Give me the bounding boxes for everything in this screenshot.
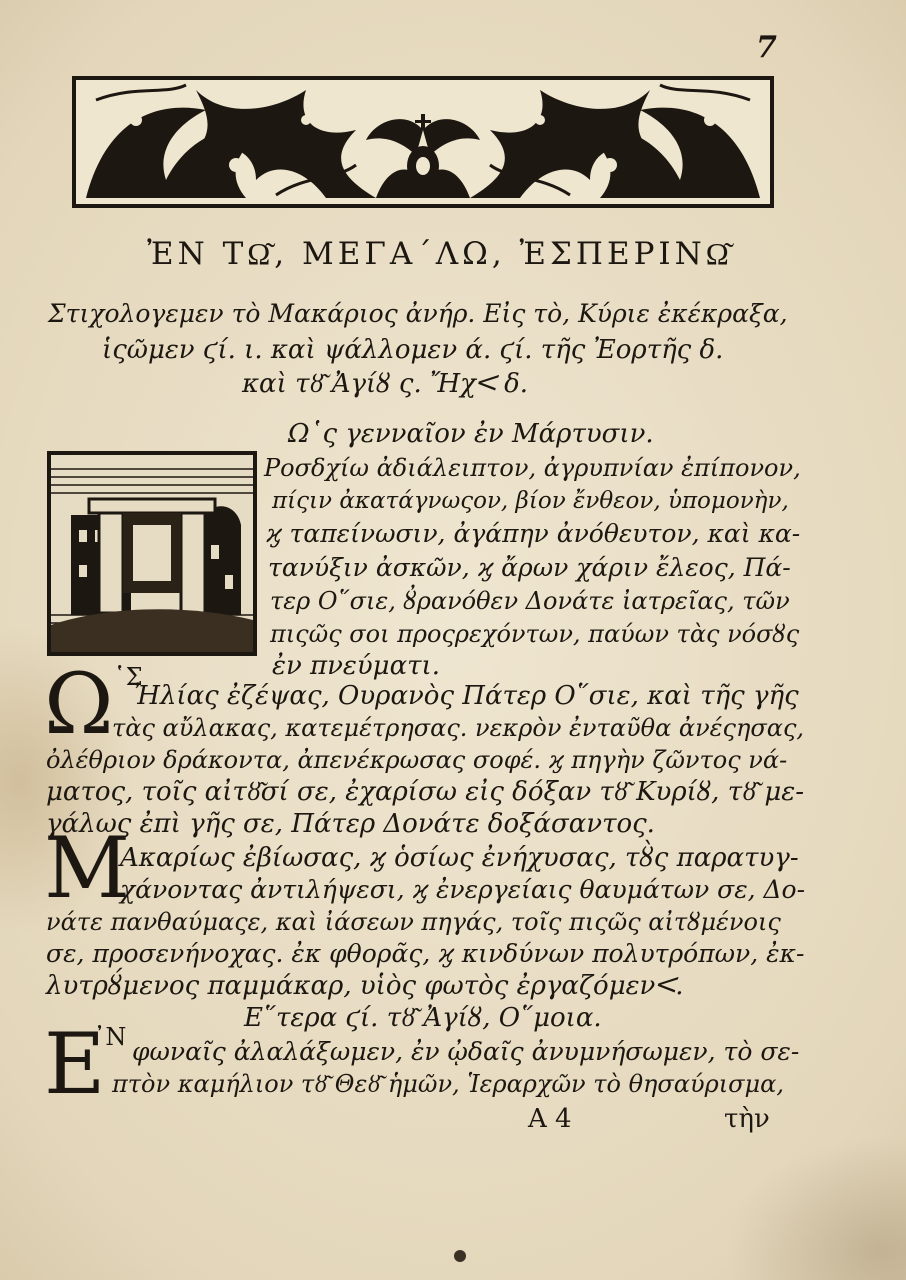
intro-line-2: ἱςῶμεν ϛί. ι. καὶ ψάλλομεν ά. ϛί. τῆς Ἐορτῆς δ. [102, 335, 724, 365]
intro-line-1: Στιχολογεμεν τὸ Μακάριος ἀνήρ. Εἰς τὸ, Κύριε ἐκέκραξα, [48, 299, 788, 328]
stanza1-line-7: ἐν πνεύματι. [272, 651, 440, 681]
stanza2-line-3: ὀλέθριον δράκοντα, ἀπενέκρωσας σοφέ. ϗ πηγὴν ζῶντος νά- [46, 746, 788, 774]
dropcap-omega-letter: Ω [44, 655, 114, 753]
stanza4-line-2: πτὸν καμήλιον τȣ͂ Θεȣ͂ ἡμῶν, Ἱεραρχῶν τὸ θησαύρισμα, [112, 1070, 784, 1098]
stanza1-line-4: τανύξιν ἀσκῶν, ϗ ἄρων χάριν ἔλεος, Πά- [268, 553, 791, 582]
subheading-tone: Ω῾ς γενναῖον ἐν Μάρτυσιν. [288, 419, 654, 449]
dropcap-epsilon-suffix: ̓Ν [105, 1023, 127, 1051]
dropcap-epsilon-letter: Ε [44, 1015, 106, 1113]
page-number: 7 [756, 30, 777, 65]
show-through-text [250, 6, 710, 36]
stanza2-line-4: ματος, τοῖς αἰτȣ͂σί σε, ἐχαρίσω εἰς δόξαν τȣ͂ Κυρίȣ, τȣ͂ με- [46, 777, 805, 807]
intro-line-3: καὶ τȣ͂ Ἀγίȣ ς. Ἤχ𝈶 δ. [242, 369, 528, 399]
dropcap-mu: Μ [44, 819, 131, 917]
stanza1-line-3: ϗ ταπείνωσιν, ἀγάπην ἀνόθευτον, καὶ κα- [266, 519, 801, 548]
stanza3-line-1: Ακαρίως ἐβίωσας, ϗ ὁσίως ἐνήχυσας, τȣ̀ς παρατυγ- [120, 843, 799, 873]
ornamental-headpiece [72, 76, 774, 208]
stanza4-line-1: φωναῖς ἀλαλάξωμεν, ἐν ᾠδαῖς ἀνυμνήσωμεν, τὸ σε- [132, 1037, 800, 1066]
catchword: τὴν [724, 1104, 770, 1134]
woodcut-initial-p-icon [47, 451, 257, 656]
stanza2-line-2: τὰς αὔλακας, κατεμέτρησας. νεκρὸν ἐνταῦθα ἀνέςησας, [112, 714, 805, 742]
stanza1-line-2: πίςιν ἀκατάγνωςον, βίον ἔνθεον, ὑπομονὴν, [272, 488, 789, 514]
signature-mark: Α 4 [528, 1104, 572, 1134]
stanza1-line-6: πιςῶς σοι προςρεχόντων, παύων τὰς νόσȣς [270, 620, 800, 648]
stanza3-line-4: σε, προσενήνοχας. ἐκ φθορᾶς, ϗ κινδύνων πολυτρόπων, ἐκ- [46, 939, 805, 968]
stanza1-line-1: Ροσδχίω ἀδιάλειπτον, ἀγρυπνίαν ἐπίπονον, [264, 454, 801, 482]
binding-hole-icon [452, 1248, 468, 1264]
stanza3-line-3: νάτε πανθαύμαςε, καὶ ἰάσεων πηγάς, τοῖς πιςῶς αἰτȣμένοις [46, 908, 781, 936]
dropcap-omega-suffix: ῾Σ [113, 663, 143, 691]
stanza2-line-5: γάλως ἐπὶ γῆς σε, Πάτερ Δονάτε δοξάσαντος. [46, 809, 655, 839]
subheading-other: Ε῞τερα ϛί. τȣ͂ Ἀγίȣ, Ο῞μοια. [244, 1003, 602, 1033]
stanza3-line-2: χάνοντας ἀντιλήψεσι, ϗ ἐνεργείαις θαυμάτων σε, Δο- [120, 875, 806, 904]
stanza2-line-1: Ἠλίας ἐζέψας, Ουρανὸς Πάτερ Ο῞σιε, καὶ τῆς γῆς [134, 681, 799, 711]
stanza3-line-5: λυτρȣ́μενος παμμάκαρ, υἱὸς φωτὸς ἐργαζόμεν𝈶. [46, 971, 684, 1001]
stanza1-line-5: τερ Ο῞σιε, ȣ̓ρανόθεν Δονάτε ἰατρεῖας, τῶν [270, 587, 790, 615]
foliage-ornament-icon [76, 80, 770, 204]
section-heading: ἘΝ ΤΩ͂, ΜΕΓΑ΄ΛΩ, ἘΣΠΕΡΙΝΩ͂ [147, 236, 733, 272]
